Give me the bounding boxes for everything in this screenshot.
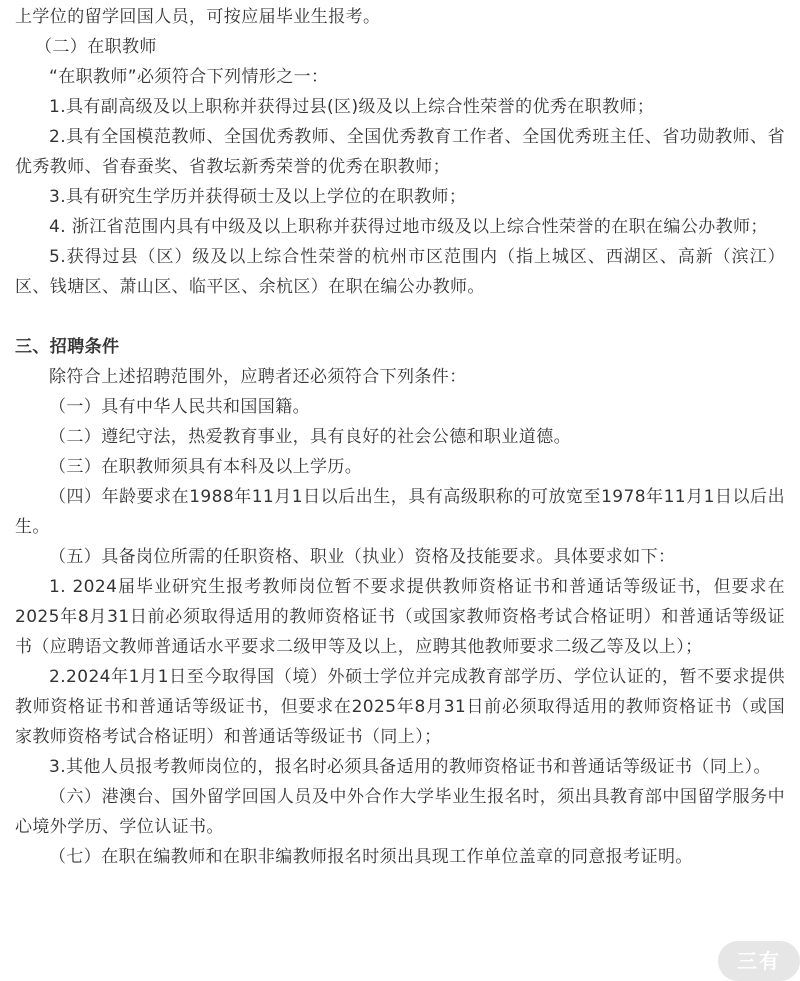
list-item: 3.其他人员报考教师岗位的，报名时必须具备适用的教师资格证书和普通话等级证书（同上）。 [49,757,771,777]
list-item: （五）具备岗位所需的任职资格、职业（执业）资格及技能要求。具体要求如下： [49,547,676,567]
paragraph: 除符合上述招聘范围外，应聘者还必须符合下列条件： [49,367,467,387]
paragraph: 上学位的留学回国人员，可按应届毕业生报考。 [15,7,381,27]
list-item: 1. 2024届毕业研究生报考教师岗位暂不要求提供教师资格证书和普通话等级证书，但要求在2025年8月31日前必须取得适用的教师资格证书（或国家教师资格考试合格证明）和普通话等级证书（应聘语文教师普通话水平要求二级甲等及以上，应聘其他教师要求二级乙等及以上）； [15,577,785,657]
document-body [15,2,785,872]
subsection-heading: （二）在职教师 [35,37,157,57]
list-item: （六）港澳台、国外留学回国人员及中外合作大学毕业生报名时，须出具教育部中国留学服务中心境外学历、学位认证书。 [15,787,785,837]
list-item: 3.具有研究生学历并获得硕士及以上学位的在职教师； [49,187,467,207]
list-item: （二）遵纪守法，热爱教育事业，具有良好的社会公德和职业道德。 [49,427,571,447]
list-item: 1.具有副高级及以上职称并获得过县(区)级及以上综合性荣誉的优秀在职教师； [49,97,655,117]
list-item: 5.获得过县（区）级及以上综合性荣誉的杭州市区范围内（指上城区、西湖区、高新（滨江）区、钱塘区、萧山区、临平区、余杭区）在职在编公办教师。 [15,247,785,297]
list-item: 2.2024年1月1日至今取得国（境）外硕士学位并完成教育部学历、学位认证的，暂不要求提供教师资格证书和普通话等级证书，但要求在2025年8月31日前必须取得适用的教师资格证书（或国家教师资格考试合格证明）和普通话等级证书（同上）； [15,667,785,747]
section-heading: 三、招聘条件 [15,337,120,357]
watermark-logo: 三有 [718,941,800,981]
list-item: 2.具有全国模范教师、全国优秀教师、全国优秀教育工作者、全国优秀班主任、省功勋教师、省优秀教师、省春蚕奖、省教坛新秀荣誉的优秀在职教师； [15,127,785,177]
list-item: （四）年龄要求在1988年11月1日以后出生，具有高级职称的可放宽至1978年11月1日以后出生。 [15,487,785,537]
list-item: （七）在职在编教师和在职非编教师报名时须出具现工作单位盖章的同意报考证明。 [49,847,693,867]
list-item: （三）在职教师须具有本科及以上学历。 [49,457,363,477]
paragraph: “在职教师”必须符合下列情形之一： [49,67,329,87]
list-item: （一）具有中华人民共和国国籍。 [49,397,310,417]
list-item: 4. 浙江省范围内具有中级及以上职称并获得过地市级及以上综合性荣誉的在职在编公办教师； [49,217,768,237]
